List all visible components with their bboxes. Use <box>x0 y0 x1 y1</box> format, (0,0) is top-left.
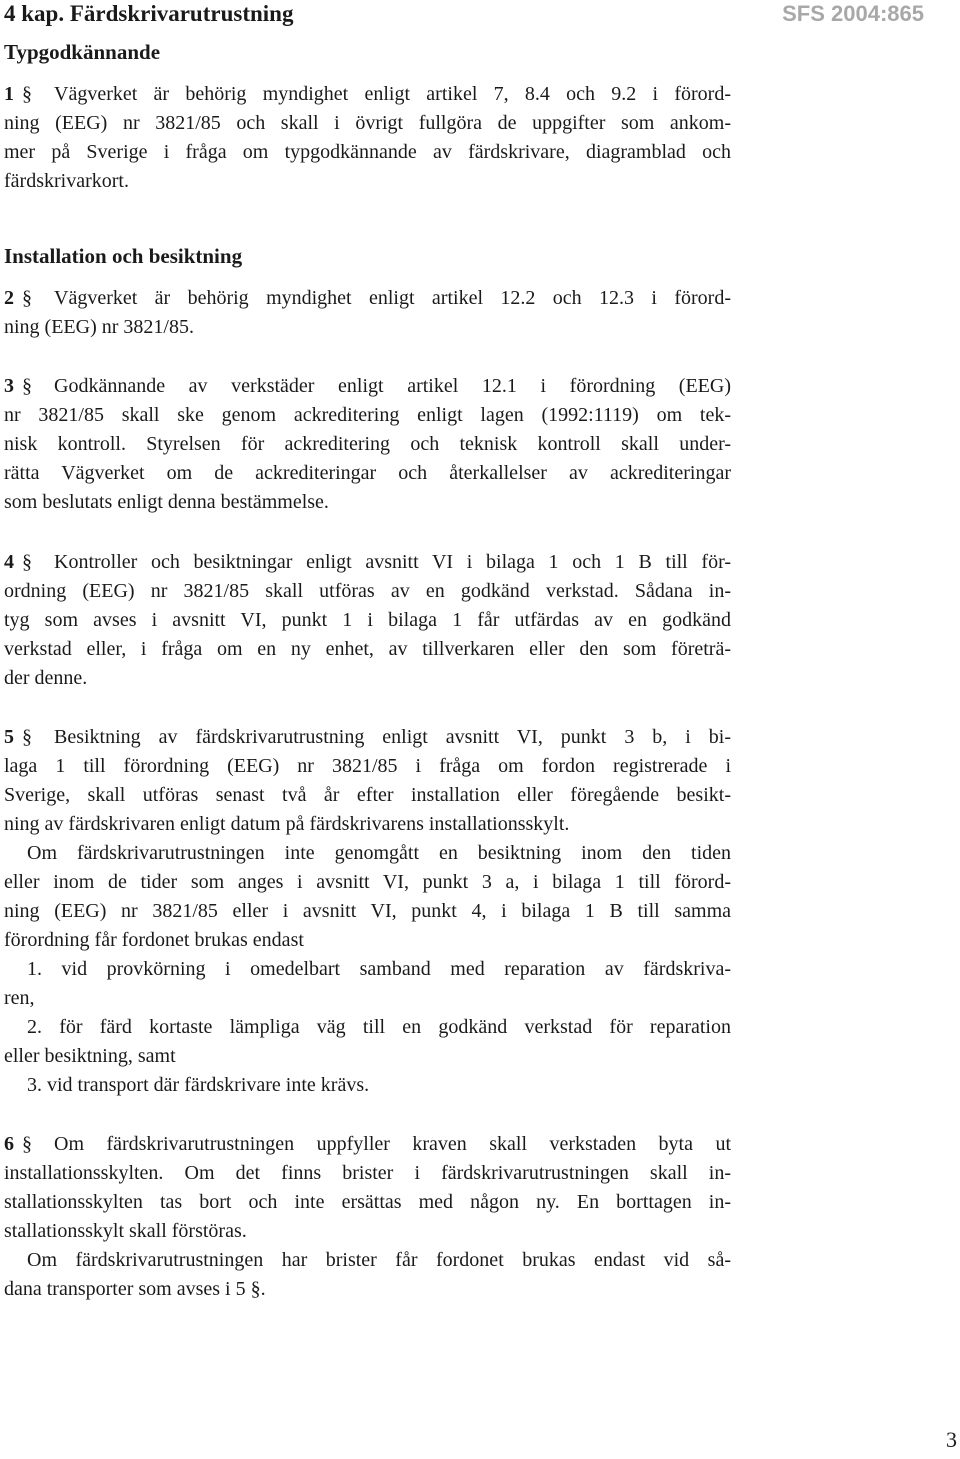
paragraph-number: 5 <box>4 726 14 748</box>
section-symbol: § <box>22 375 32 397</box>
list-item-3: 3. vid transport där färdskrivare inte krävs. <box>27 1074 370 1096</box>
paragraph-line: 1 § Vägverket är behörig myndighet enligt artikel 7, 8.4 och 9.2 i förord- <box>4 80 731 109</box>
paragraph-number: 3 <box>4 375 14 397</box>
paragraph-number: 2 <box>4 287 14 309</box>
paragraph-line: förordning får fordonet brukas endast <box>4 929 304 951</box>
paragraph-5 <box>4 723 731 1100</box>
paragraph-line: installationsskylten. Om det finns brister i färdskrivarutrustningen skall in- <box>4 1162 731 1184</box>
paragraph-3 <box>4 372 731 517</box>
paragraph-6 <box>4 1130 731 1304</box>
paragraph-line: laga 1 till förordning (EEG) nr 3821/85 i fråga om fordon registrerade i <box>4 755 731 777</box>
paragraph-line: 3 § Godkännande av verkstäder enligt artikel 12.1 i förordning (EEG) <box>4 372 731 401</box>
paragraph-number: 1 <box>4 83 14 105</box>
list-item-2-continued: eller besiktning, samt <box>4 1045 176 1067</box>
paragraph-line: färdskrivarkort. <box>4 170 129 192</box>
paragraph-line: rätta Vägverket om de ackrediteringar och återkallelser av ackrediteringar <box>4 462 731 484</box>
paragraph-line: stallationsskylten tas bort och inte ersättas med någon ny. En borttagen in- <box>4 1191 731 1213</box>
paragraph-line: der denne. <box>4 667 88 689</box>
paragraph-2 <box>4 284 731 342</box>
paragraph-1 <box>4 80 731 196</box>
paragraph-line: mer på Sverige i fråga om typgodkännande av färdskrivare, diagramblad och <box>4 141 731 163</box>
section-symbol: § <box>250 1278 261 1300</box>
list-item-1-continued: ren, <box>4 987 35 1009</box>
chapter-title: 4 kap. Färdskrivarutrustning <box>4 1 294 26</box>
paragraph-number: 4 <box>4 551 14 573</box>
paragraph-line: Om färdskrivarutrustningen har brister får fordonet brukas endast vid så- <box>27 1249 731 1271</box>
list-item-1: 1. vid provkörning i omedelbart samband med reparation av färdskriva- <box>27 958 731 980</box>
paragraph-line: verkstad eller, i fråga om en ny enhet, av tillverkaren eller den som företrä- <box>4 638 731 660</box>
paragraph-line: 2 § Vägverket är behörig myndighet enligt artikel 12.2 och 12.3 i förord- <box>4 284 731 313</box>
section-symbol: § <box>22 551 32 573</box>
paragraph-number: 6 <box>4 1133 14 1155</box>
section-symbol: § <box>22 1133 32 1155</box>
list-item-2: 2. för färd kortaste lämpliga väg till en godkänd verkstad för reparation <box>27 1016 731 1038</box>
paragraph-line: Sverige, skall utföras senast två år efter installation eller föregående besikt- <box>4 784 731 806</box>
paragraph-line: 5 § Besiktning av färdskrivarutrustning enligt avsnitt VI, punkt 3 b, i bi- <box>4 723 731 752</box>
paragraph-line: ning av färdskrivaren enligt datum på färdskrivarens installationsskylt. <box>4 813 570 835</box>
paragraph-line: 6 § Om färdskrivarutrustningen uppfyller kraven skall verkstaden byta ut <box>4 1130 731 1159</box>
sfs-number: SFS 2004:865 <box>782 1 924 26</box>
paragraph-line: eller inom de tider som anges i avsnitt VI, punkt 3 a, i bilaga 1 till förord- <box>4 871 731 893</box>
paragraph-line: Om färdskrivarutrustningen inte genomgått en besiktning inom den tiden <box>27 842 731 864</box>
section-symbol: § <box>22 726 32 748</box>
section-symbol: § <box>22 83 32 105</box>
paragraph-line: ning (EEG) nr 3821/85. <box>4 316 194 338</box>
paragraph-line: nr 3821/85 skall ske genom ackreditering enligt lagen (1992:1119) om tek- <box>4 404 731 426</box>
paragraph-line: dana transporter som avses i 5 §. <box>4 1278 266 1300</box>
paragraph-line: 4 § Kontroller och besiktningar enligt avsnitt VI i bilaga 1 och 1 B till för- <box>4 548 731 577</box>
paragraph-line: ordning (EEG) nr 3821/85 skall utföras av en godkänd verkstad. Sådana in- <box>4 580 731 602</box>
page-number: 3 <box>946 1427 957 1452</box>
paragraph-4 <box>4 548 731 693</box>
paragraph-line: som beslutats enligt denna bestämmelse. <box>4 491 329 513</box>
section-symbol: § <box>22 287 32 309</box>
heading-typgodkannande: Typgodkännande <box>4 40 161 64</box>
paragraph-line: nisk kontroll. Styrelsen för ackreditering och teknisk kontroll skall under- <box>4 433 731 455</box>
paragraph-line: stallationsskylt skall förstöras. <box>4 1220 247 1242</box>
paragraph-line: ning (EEG) nr 3821/85 eller i avsnitt VI, punkt 4, i bilaga 1 B till samma <box>4 900 731 922</box>
paragraph-line: tyg som avses i avsnitt VI, punkt 1 i bilaga 1 får utfärdas av en godkänd <box>4 609 731 631</box>
heading-installation: Installation och besiktning <box>4 244 243 268</box>
paragraph-line: ning (EEG) nr 3821/85 och skall i övrigt fullgöra de uppgifter som ankom- <box>4 112 731 134</box>
